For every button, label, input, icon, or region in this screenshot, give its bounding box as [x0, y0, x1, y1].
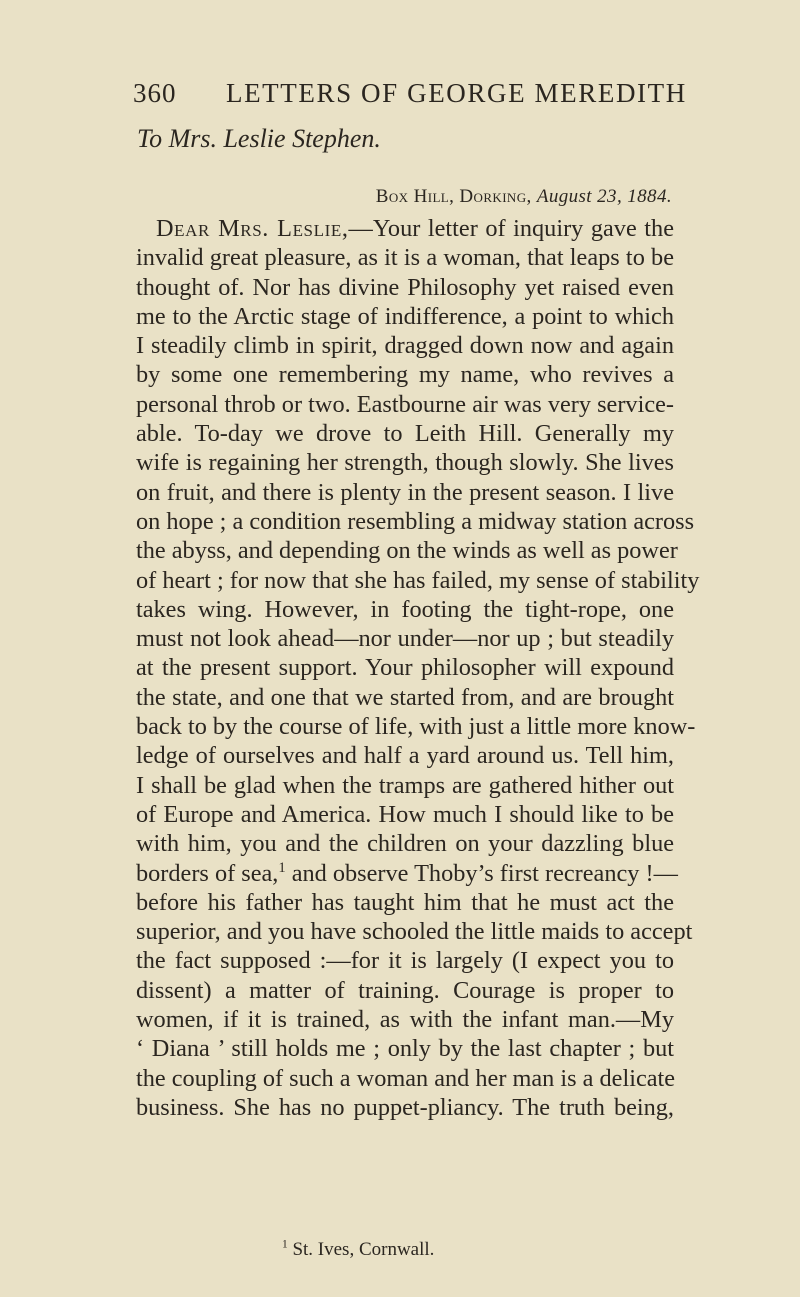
running-head: LETTERS OF GEORGE MEREDITH: [226, 78, 687, 108]
text-line: on hope ; a condition resembling a midway station across: [136, 507, 695, 535]
text-line: Dear Mrs. Leslie,—Your letter of inquiry gave the: [156, 215, 674, 242]
text-line: must not look ahead—nor under—nor up ; but steadily: [136, 625, 674, 653]
salutation: Dear Mrs. Leslie,: [156, 215, 349, 242]
text-line: by some one remembering my name, who revives a: [136, 361, 674, 389]
text-line: the abyss, and depending on the winds as well as power: [136, 537, 678, 565]
text-line: back to by the course of life, with just a little more know-: [136, 713, 696, 741]
footnote-reference[interactable]: 1: [278, 859, 286, 876]
footnote-mark: 1: [282, 1238, 288, 1251]
letter-dateline: [376, 186, 672, 208]
text-line: invalid great pleasure, as it is a woman, that leaps to be: [136, 244, 674, 272]
text-line: superior, and you have schooled the little maids to accept: [136, 918, 693, 946]
text-line: of heart ; for now that she has failed, my sense of stability: [136, 566, 700, 594]
text-line: wife is regaining her strength, though slowly. She lives: [136, 449, 674, 477]
text-line: before his father has taught him that he must act the: [136, 888, 674, 916]
text-line: takes wing. However, in footing the tight-rope, one: [136, 595, 674, 623]
text-line: dissent) a matter of training. Courage is proper to: [136, 976, 674, 1004]
text-line: ‘ Diana ’ still holds me ; only by the last chapter ; but: [136, 1035, 674, 1063]
letter-recipient: To Mrs. Leslie Stephen.: [137, 124, 381, 153]
text-line: I shall be glad when the tramps are gathered hither out: [136, 771, 674, 799]
letter-place: Box Hill, Dorking,: [375, 186, 532, 207]
text-line: of Europe and America. How much I should like to be: [136, 800, 674, 828]
page-header: [0, 78, 800, 118]
text-line: the fact supposed :—for it is largely (I expect you to: [136, 947, 674, 975]
text-line: thought of. Nor has divine Philosophy yet raised even: [136, 273, 674, 301]
text-line: business. She has no puppet-pliancy. The truth being,: [136, 1093, 674, 1121]
text-line: I steadily climb in spirit, dragged down now and again: [136, 332, 674, 360]
text-line: the coupling of such a woman and her man is a delicate: [136, 1064, 676, 1092]
text-line: the state, and one that we started from, and are brought: [136, 683, 674, 711]
letter-date: August 23, 1884.: [536, 186, 672, 207]
text-line: borders of sea,$^1$ and observe Thoby’s first recreancy !—: [136, 859, 678, 887]
text-line: with him, you and the children on your dazzling blue: [136, 830, 674, 858]
text-line: at the present support. Your philosopher will expound: [136, 654, 674, 682]
text-line: able. To-day we drove to Leith Hill. Generally my: [136, 420, 674, 448]
text-line: women, if it is trained, as with the infant man.—My: [136, 1006, 674, 1034]
text-line: personal throb or two. Eastbourne air was very service-: [136, 390, 674, 418]
footnote-text: St. Ives, Cornwall.: [292, 1239, 435, 1260]
text-line: on fruit, and there is plenty in the present season. I live: [136, 478, 674, 506]
text-line: ledge of ourselves and half a yard around us. Tell him,: [136, 742, 674, 770]
footnote: [282, 1239, 434, 1261]
page-number: 360: [133, 78, 177, 108]
text-line: me to the Arctic stage of indifference, a point to which: [136, 302, 674, 330]
letter-body: [136, 214, 700, 1122]
